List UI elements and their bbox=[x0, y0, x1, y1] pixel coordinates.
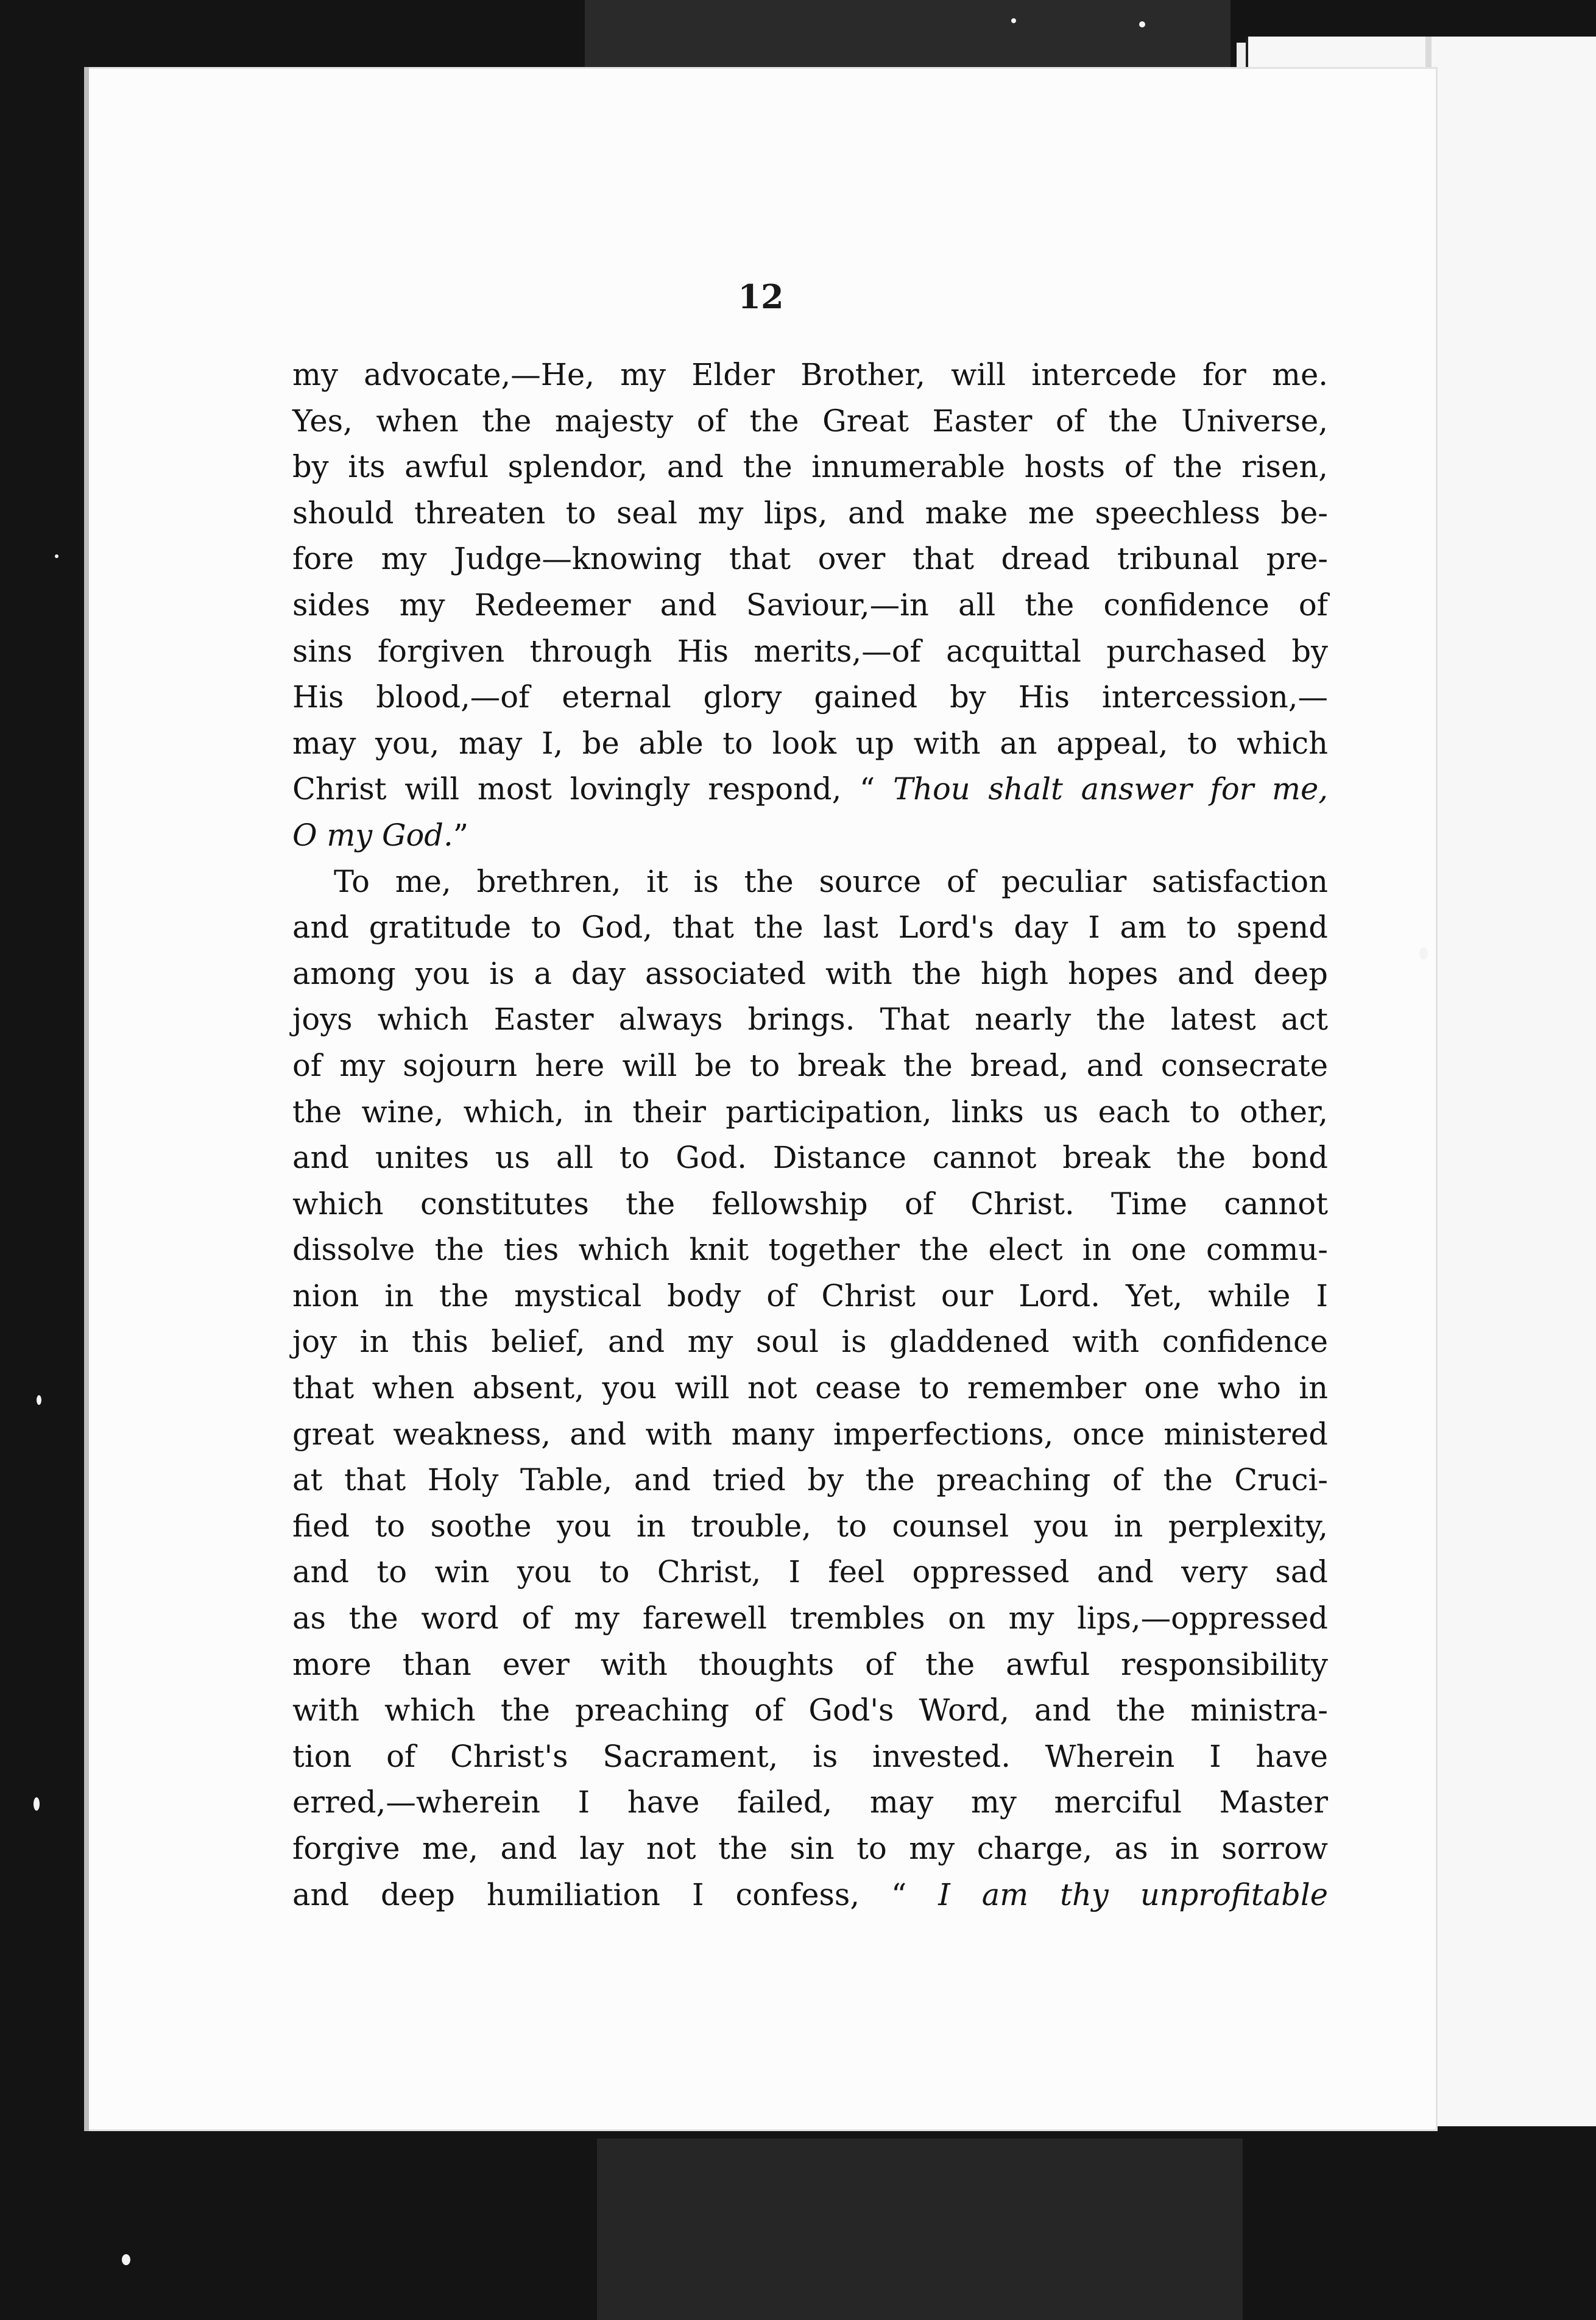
text-line-content: as the word of my farewell trembles on my lips,—oppressed bbox=[292, 1600, 1328, 1636]
text-line bbox=[292, 997, 1328, 1043]
scan-backdrop-bottom bbox=[597, 2138, 1243, 2320]
text-line bbox=[292, 1688, 1328, 1734]
text-line bbox=[292, 352, 1328, 398]
book-page bbox=[84, 67, 1438, 2131]
text-line bbox=[292, 398, 1328, 445]
text-line-content: by its awful splendor, and the innumerable hosts of the risen, bbox=[292, 449, 1328, 485]
text-line-content: great weakness, and with many imperfections, once ministered bbox=[292, 1416, 1328, 1452]
text-line bbox=[292, 951, 1328, 997]
page-left-edge bbox=[84, 67, 89, 2131]
text-line-content: sins forgiven through His merits,—of acquittal purchased by bbox=[292, 633, 1328, 669]
text-line bbox=[292, 674, 1328, 721]
text-line-content: and unites us all to God. Distance cannot break the bond bbox=[292, 1140, 1328, 1176]
italic-quote: O my God. bbox=[292, 817, 453, 853]
text-line-content: tion of Christ's Sacrament, is invested. Wherein I have bbox=[292, 1738, 1328, 1774]
text-line bbox=[292, 536, 1328, 582]
text-line bbox=[292, 1227, 1328, 1273]
text-line-content: nion in the mystical body of Christ our Lord. Yet, while I bbox=[292, 1278, 1328, 1314]
text-line bbox=[292, 1826, 1328, 1872]
text-line-content: sides my Redeemer and Saviour,—in all the confidence of bbox=[292, 587, 1328, 623]
text-line-content: of my sojourn here will be to break the bread, and consecrate bbox=[292, 1047, 1328, 1083]
text-line bbox=[292, 444, 1328, 490]
text-line bbox=[292, 766, 1328, 813]
page-number: 12 bbox=[738, 277, 784, 316]
text-line-content: To me, brethren, it is the source of peculiar satisfaction bbox=[334, 863, 1328, 899]
text-line-content: fore my Judge—knowing that over that dread tribunal pre- bbox=[292, 541, 1328, 577]
text-line bbox=[292, 1549, 1328, 1596]
text-line bbox=[292, 1412, 1328, 1458]
text-line bbox=[292, 1365, 1328, 1412]
text-line bbox=[292, 490, 1328, 537]
text-line-content: Yes, when the majesty of the Great Easter of the Universe, bbox=[292, 403, 1328, 439]
italic-quote: I am thy unprofitable bbox=[906, 1876, 1328, 1912]
text-line bbox=[292, 721, 1328, 767]
text-line bbox=[292, 1872, 1328, 1919]
text-line bbox=[292, 1089, 1328, 1136]
text-line bbox=[292, 1780, 1328, 1826]
text-line bbox=[292, 1181, 1328, 1228]
text-line-content: and to win you to Christ, I feel oppressed and very sad bbox=[292, 1554, 1328, 1590]
text-line-content: dissolve the ties which knit together the elect in one commu- bbox=[292, 1232, 1328, 1268]
text-line-content: and deep humiliation I confess, “ bbox=[292, 1876, 907, 1912]
text-line-content: which constitutes the fellowship of Christ. Time cannot bbox=[292, 1186, 1328, 1222]
text-line-content: more than ever with thoughts of the awful responsibility bbox=[292, 1646, 1328, 1682]
text-line bbox=[292, 1457, 1328, 1504]
text-line bbox=[292, 1734, 1328, 1780]
italic-quote: Thou shalt answer for me, bbox=[875, 771, 1328, 807]
text-line-content: my advocate,—He, my Elder Brother, will intercede for me. bbox=[292, 357, 1328, 392]
text-line-content: among you is a day associated with the high hopes and deep bbox=[292, 955, 1328, 991]
closing-quote: ” bbox=[453, 817, 469, 853]
text-line-content: fied to soothe you in trouble, to counsel you in perplexity, bbox=[292, 1508, 1328, 1544]
text-line-content: may you, may I, be able to look up with an appeal, to which bbox=[292, 725, 1328, 761]
text-line bbox=[292, 629, 1328, 675]
text-line-content: His blood,—of eternal glory gained by His intercession,— bbox=[292, 679, 1328, 715]
text-line-content: joy in this belief, and my soul is gladdened with confidence bbox=[292, 1324, 1328, 1360]
text-line-content: joys which Easter always brings. That nearly the latest act bbox=[292, 1002, 1328, 1038]
text-line-content: at that Holy Table, and tried by the preaching of the Cruci- bbox=[292, 1462, 1328, 1498]
text-line bbox=[292, 859, 1328, 905]
text-line-content: that when absent, you will not cease to remember one who in bbox=[292, 1370, 1328, 1406]
text-line bbox=[292, 1642, 1328, 1688]
text-line-content: Christ will most lovingly respond, “ bbox=[292, 771, 875, 807]
text-line bbox=[292, 1043, 1328, 1089]
text-line bbox=[292, 813, 1328, 859]
text-line-content: the wine, which, in their participation, links us each to other, bbox=[292, 1094, 1328, 1130]
text-line bbox=[292, 582, 1328, 629]
text-line bbox=[292, 1319, 1328, 1365]
text-line bbox=[292, 905, 1328, 951]
text-line bbox=[292, 1596, 1328, 1642]
text-line-content: should threaten to seal my lips, and make me speechless be- bbox=[292, 495, 1328, 531]
text-line bbox=[292, 1504, 1328, 1550]
text-line bbox=[292, 1273, 1328, 1320]
text-line-content: with which the preaching of God's Word, and the ministra- bbox=[292, 1692, 1328, 1728]
text-line-content: erred,—wherein I have failed, may my merciful Master bbox=[292, 1784, 1328, 1820]
text-line-content: forgive me, and lay not the sin to my charge, as in sorrow bbox=[292, 1831, 1328, 1866]
text-line-content: and gratitude to God, that the last Lord's day I am to spend bbox=[292, 910, 1328, 946]
body-text bbox=[292, 352, 1328, 1918]
text-line bbox=[292, 1135, 1328, 1181]
